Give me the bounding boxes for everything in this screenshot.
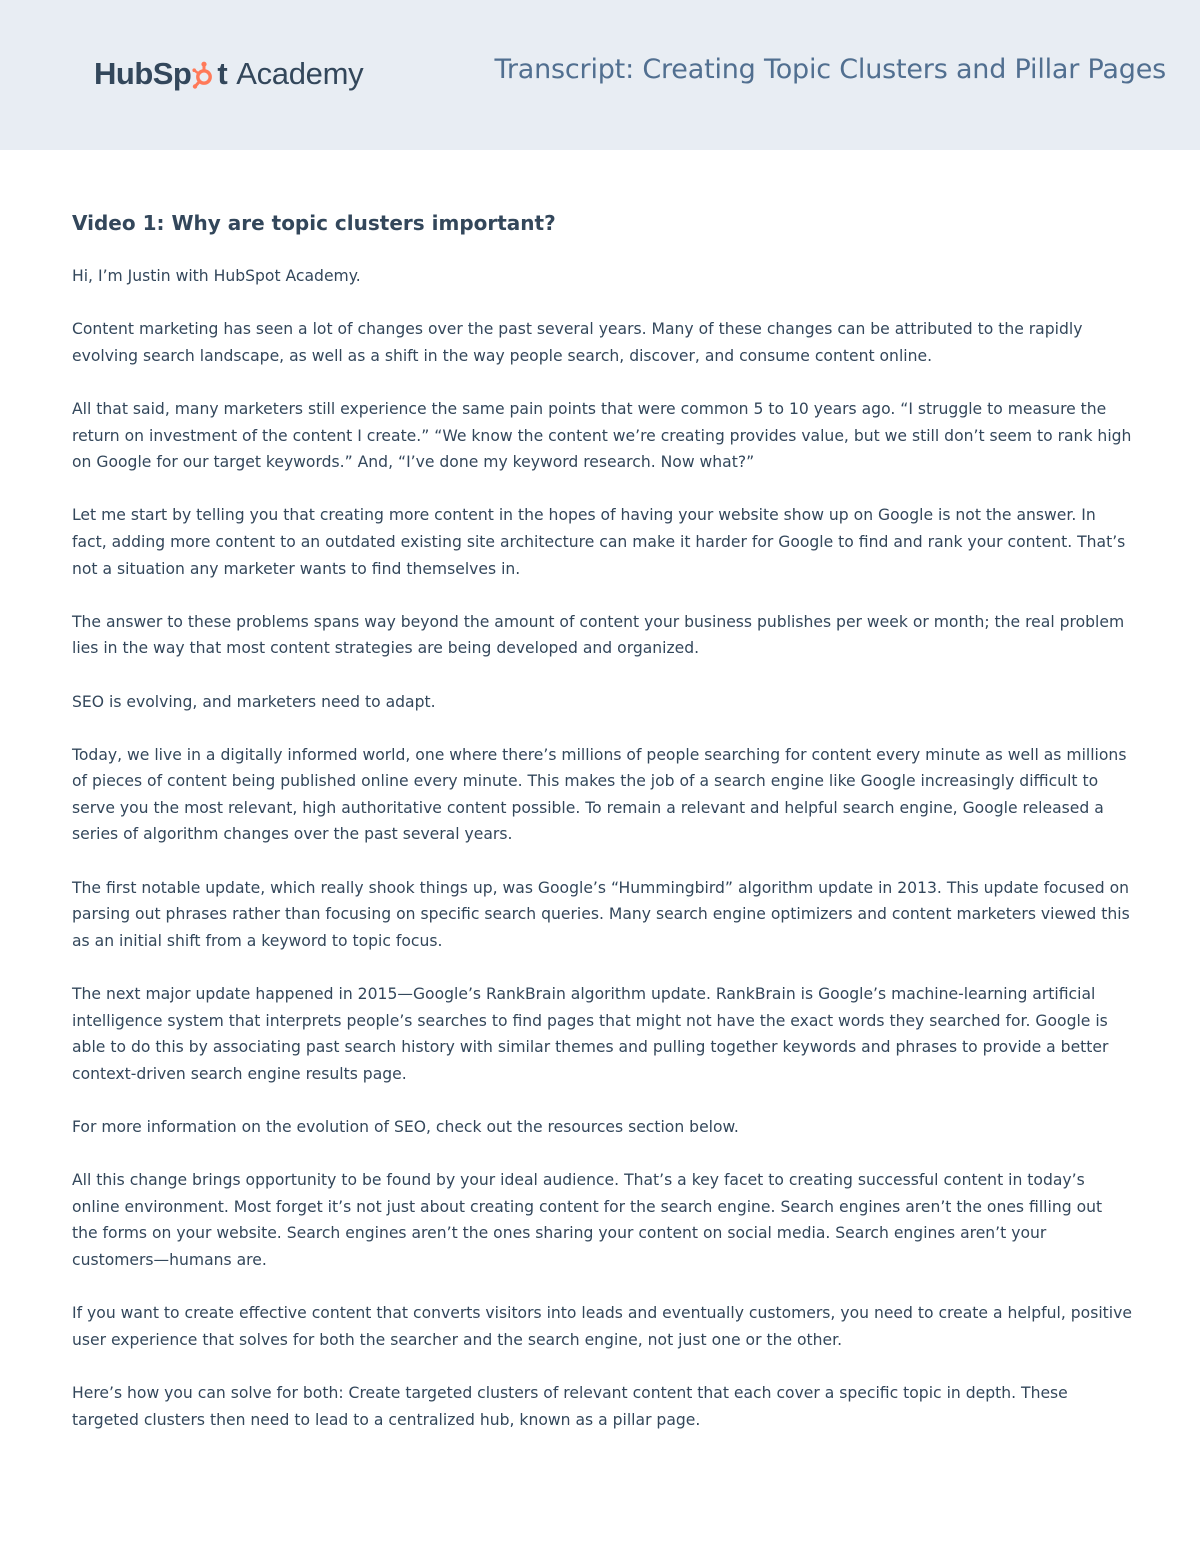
paragraph: All that said, many marketers still experience the same pain points that were common 5 to 10 years ago. “I struggle to measure the return on investment of the content I create.” “We know the content we’re creating provides value, but we still don’t seem to rank high on Google for our target keywords.” And, “I’ve done my keyword research. Now what?” — [72, 399, 1132, 472]
paragraph: For more information on the evolution of SEO, check out the resources section below. — [72, 1118, 739, 1136]
page-header — [0, 0, 1200, 150]
sprocket-icon — [192, 61, 216, 89]
hubspot-academy-logo — [94, 50, 363, 98]
paragraph: Let me start by telling you that creating more content in the hopes of having your website show up on Google is not the answer. In fact, adding more content to an outdated existing site architecture can make it harder for Google to find and rank your content. That’s not a situation any marketer wants to find themselves in. — [72, 506, 1126, 578]
paragraph: The first notable update, which really shook things up, was Google’s “Hummingbird” algorithm update in 2013. This update focused on parsing out phrases rather than focusing on specific search queries. Many search engine optimizers and content marketers viewed this as an initial shift from a keyword to topic focus. — [72, 878, 1130, 950]
paragraph: All this change brings opportunity to be found by your ideal audience. That’s a key facet to creating successful content in today’s online environment. Most forget it’s not just about creating content for the search engine. Search engines aren’t the ones filling out the forms on your website. Search engines aren’t the ones sharing your content on social media. Search engines aren’t your customers—humans are. — [72, 1171, 1103, 1269]
hubspot-wordmark — [94, 56, 227, 92]
section-heading: Video 1: Why are topic clusters important? — [72, 211, 556, 235]
transcript-body — [72, 205, 1132, 1460]
paragraph: Hi, I’m Justin with HubSpot Academy. — [72, 267, 361, 285]
paragraph: The answer to these problems spans way beyond the amount of content your business publishes per week or month; the real problem lies in the way that most content strategies are being developed and organized. — [72, 612, 1125, 658]
brand-text-right: t — [217, 56, 228, 91]
document-title: Transcript: Creating Topic Clusters and Pillar Pages — [494, 54, 1166, 85]
paragraph: Content marketing has seen a lot of changes over the past several years. Many of these changes can be attributed to the rapidly evolving search landscape, as well as a shift in the way people search, discover, and consume content online. — [72, 320, 1083, 365]
paragraph: SEO is evolving, and marketers need to adapt. — [72, 692, 436, 711]
academy-label: Academy — [236, 56, 364, 91]
paragraph: Today, we live in a digitally informed world, one where there’s millions of people searching for content every minute as well as millions of pieces of content being published online every minute. This makes the job of a search engine like Google increasingly difficult to serve you the most relevant, high authoritative content possible. To remain a relevant and helpful search engine, Google released a series of algorithm changes over the past several years. — [72, 745, 1127, 844]
paragraph: The next major update happened in 2015—Google’s RankBrain algorithm update. RankBrain is Google’s machine-learning artificial intelligence system that interprets people’s searches to find pages that might not have the exact words they searched for. Google is able to do this by associating past search history with similar themes and pulling together keywords and phrases to provide a better context-driven search engine results page. — [72, 985, 1109, 1083]
paragraph: Here’s how you can solve for both: Create targeted clusters of relevant content that each cover a specific topic in depth. These targeted clusters then need to lead to a centralized hub, known as a pillar page. — [72, 1383, 1068, 1429]
brand-text-left: HubSp — [94, 56, 192, 91]
paragraph: If you want to create effective content that converts visitors into leads and eventually customers, you need to create a helpful, positive user experience that solves for both the searcher and the search engine, not just one or the other. — [72, 1304, 1132, 1349]
